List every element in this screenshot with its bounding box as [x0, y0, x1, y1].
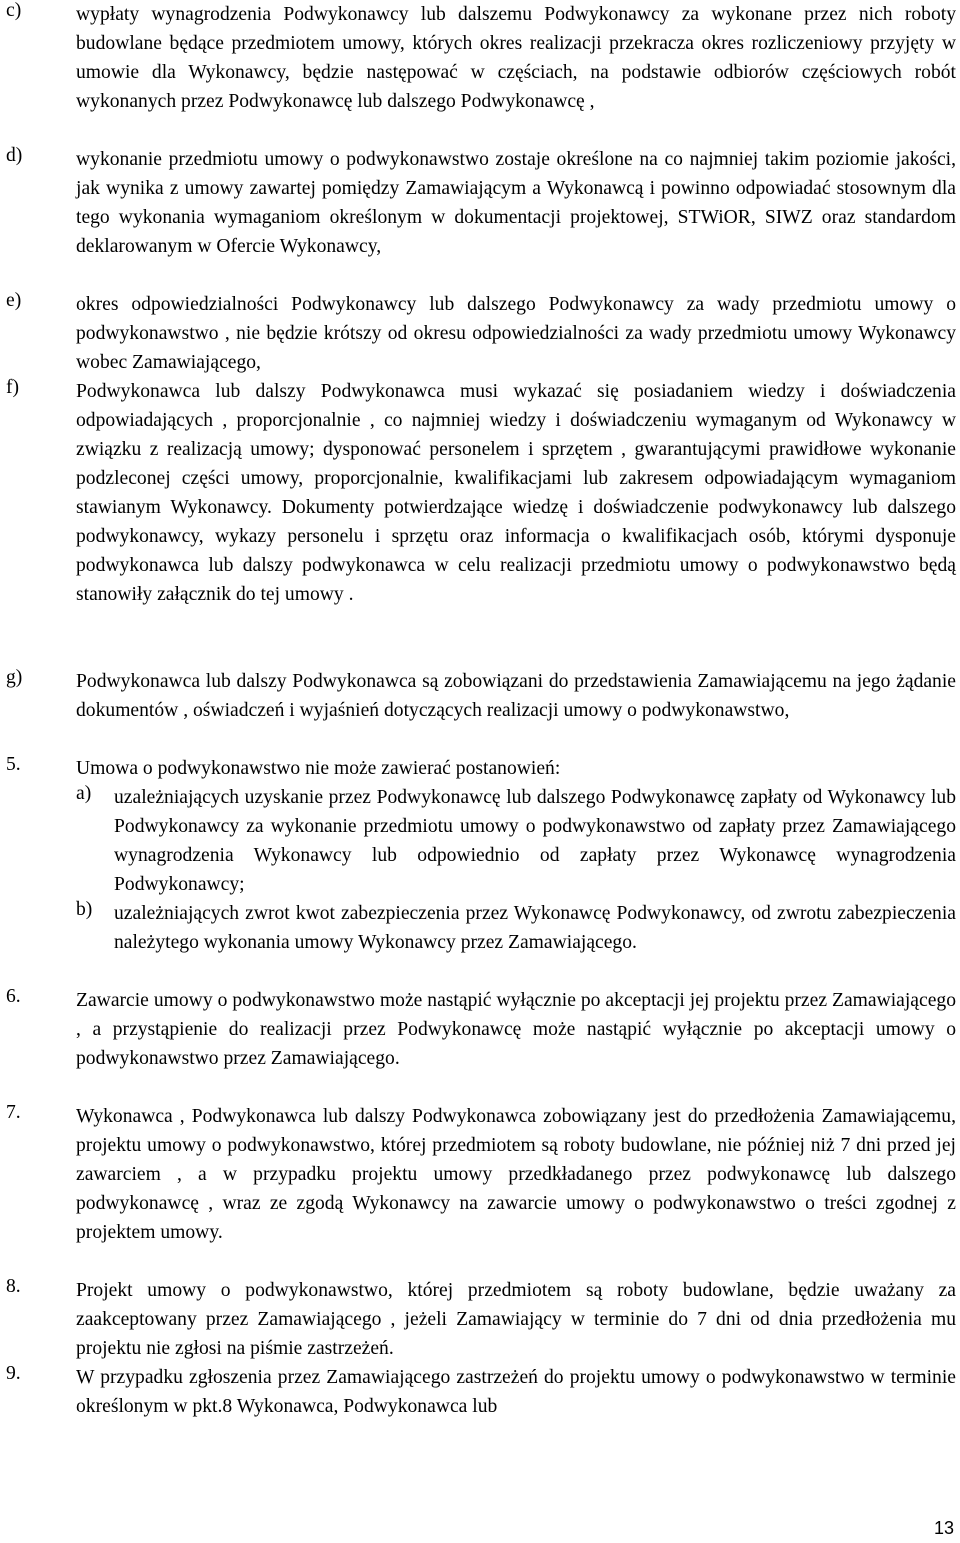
clause-marker: c): [6, 0, 22, 21]
clause-text: wypłaty wynagrodzenia Podwykonawcy lub dalszemu Podwykonawcy za wykonane przez nich roboty budowlane będące przedmiotem umowy, których okres realizacji przekracza okres rozliczeniowy przyjęty w umowie dla Wykonawcy, będzie następować w częściach, na podstawie odbiorów częściowych robót wykonanych przez Podwykonawcę lub dalszego Podwykonawcę ,: [76, 4, 956, 112]
clause-text: wykonanie przedmiotu umowy o podwykonawstwo zostaje określone na co najmniej takim poziomie jakości, jak wynika z umowy zawartej pomiędzy Zamawiającym a Wykonawcą i powinno odpowiadać stosownym dla tego wykonania wymaganiom określonym w dokumentacji projektowej, STWiOR, SIWZ oraz standardom deklarowanym w Ofercie Wykonawcy,: [76, 149, 956, 257]
clause-marker: g): [6, 667, 23, 688]
section-number: 8.: [6, 1276, 21, 1297]
subclause-marker: b): [76, 899, 93, 920]
clause-marker: e): [6, 290, 22, 311]
clause-marker: d): [6, 145, 23, 166]
clause-text: Podwykonawca lub dalszy Podwykonawca musi wykazać się posiadaniem wiedzy i doświadczenia odpowiadających , proporcjonalnie , co najmniej wiedzy i doświadczeniu wymaganym od Wykonawcy w związku z realizacją umowy; dysponować personelem i sprzętem , gwarantującymi prawidłowe wykonanie podzleconej części umowy, proporcjonalnie, kwalifikacjami lub zakresem odpowiadającym wymaganiom stawianym Wykonawcy. Dokumenty potwierdzające wiedzę i doświadczenie podwykonawcy lub dalszego podwykonawcy, wykazy personelu i sprzętu oraz informacja o kwalifikacjach osób, którymi dysponuje podwykonawca lub dalszy podwykonawca w celu realizacji przedmiotu umowy o podwykonawstwo będą stanowiły załącznik do tej umowy .: [76, 381, 956, 605]
clause-marker: f): [6, 377, 20, 398]
section-number: 9.: [6, 1363, 21, 1384]
section-number: 6.: [6, 986, 21, 1007]
subclause-text: uzależniających zwrot kwot zabezpieczenia przez Wykonawcę Podwykonawcy, od zwrotu zabezpieczenia należytego wykonania umowy Wykonawcy przez Zamawiającego.: [114, 903, 956, 953]
section-text: Umowa o podwykonawstwo nie może zawierać postanowień:: [76, 758, 561, 779]
section-text: Wykonawca , Podwykonawca lub dalszy Podwykonawca zobowiązany jest do przedłożenia Zamawiającemu, projektu umowy o podwykonawstwo, której przedmiotem są roboty budowlane, nie później niż 7 dni przed jej zawarciem , a w przypadku projektu umowy przedkładanego przez podwykonawcę lub dalszego podwykonawcę , wraz ze zgodą Wykonawcy na zawarcie umowy o podwykonawstwo o treści zgodnej z projektem umowy.: [76, 1106, 956, 1243]
section-number: 5.: [6, 754, 21, 775]
page-number: 13: [933, 1518, 954, 1538]
section-number: 7.: [6, 1102, 21, 1123]
section-text: Projekt umowy o podwykonawstwo, której przedmiotem są roboty budowlane, będzie uważany za zaakceptowany przez Zamawiającego , jeżeli Zamawiający w terminie do 7 dni od dnia przedłożenia mu projektu nie zgłosi na piśmie zastrzeżeń.: [76, 1280, 956, 1359]
subclause-text: uzależniających uzyskanie przez Podwykonawcę lub dalszego Podwykonawcę zapłaty od Wykonawcy lub Podwykonawcy za wykonanie przedmiotu umowy o podwykonawstwo od zapłaty przez Zamawiającego wynagrodzenia Wykonawcy lub odpowiednio od zapłaty przez Wykonawcę wynagrodzenia Podwykonawcy;: [114, 787, 956, 895]
clause-text: Podwykonawca lub dalszy Podwykonawca są zobowiązani do przedstawienia Zamawiającemu na jego żądanie dokumentów , oświadczeń i wyjaśnień dotyczących realizacji umowy o podwykonawstwo,: [76, 671, 956, 721]
section-text: Zawarcie umowy o podwykonawstwo może nastąpić wyłącznie po akceptacji jej projektu przez Zamawiającego , a przystąpienie do realizacji przez Podwykonawcę może nastąpić wyłącznie po akceptacji umowy o podwykonawstwo przez Zamawiającego.: [76, 990, 956, 1069]
subclause-marker: a): [76, 783, 92, 804]
section-text: W przypadku zgłoszenia przez Zamawiającego zastrzeżeń do projektu umowy o podwykonawstwo w terminie określonym w pkt.8 Wykonawca, Podwykonawca lub: [76, 1367, 956, 1417]
clause-text: okres odpowiedzialności Podwykonawcy lub dalszego Podwykonawcy za wady przedmiotu umowy o podwykonawstwo , nie będzie krótszy od okresu odpowiedzialności za wady przedmiotu umowy Wykonawcy wobec Zamawiającego,: [76, 294, 956, 373]
